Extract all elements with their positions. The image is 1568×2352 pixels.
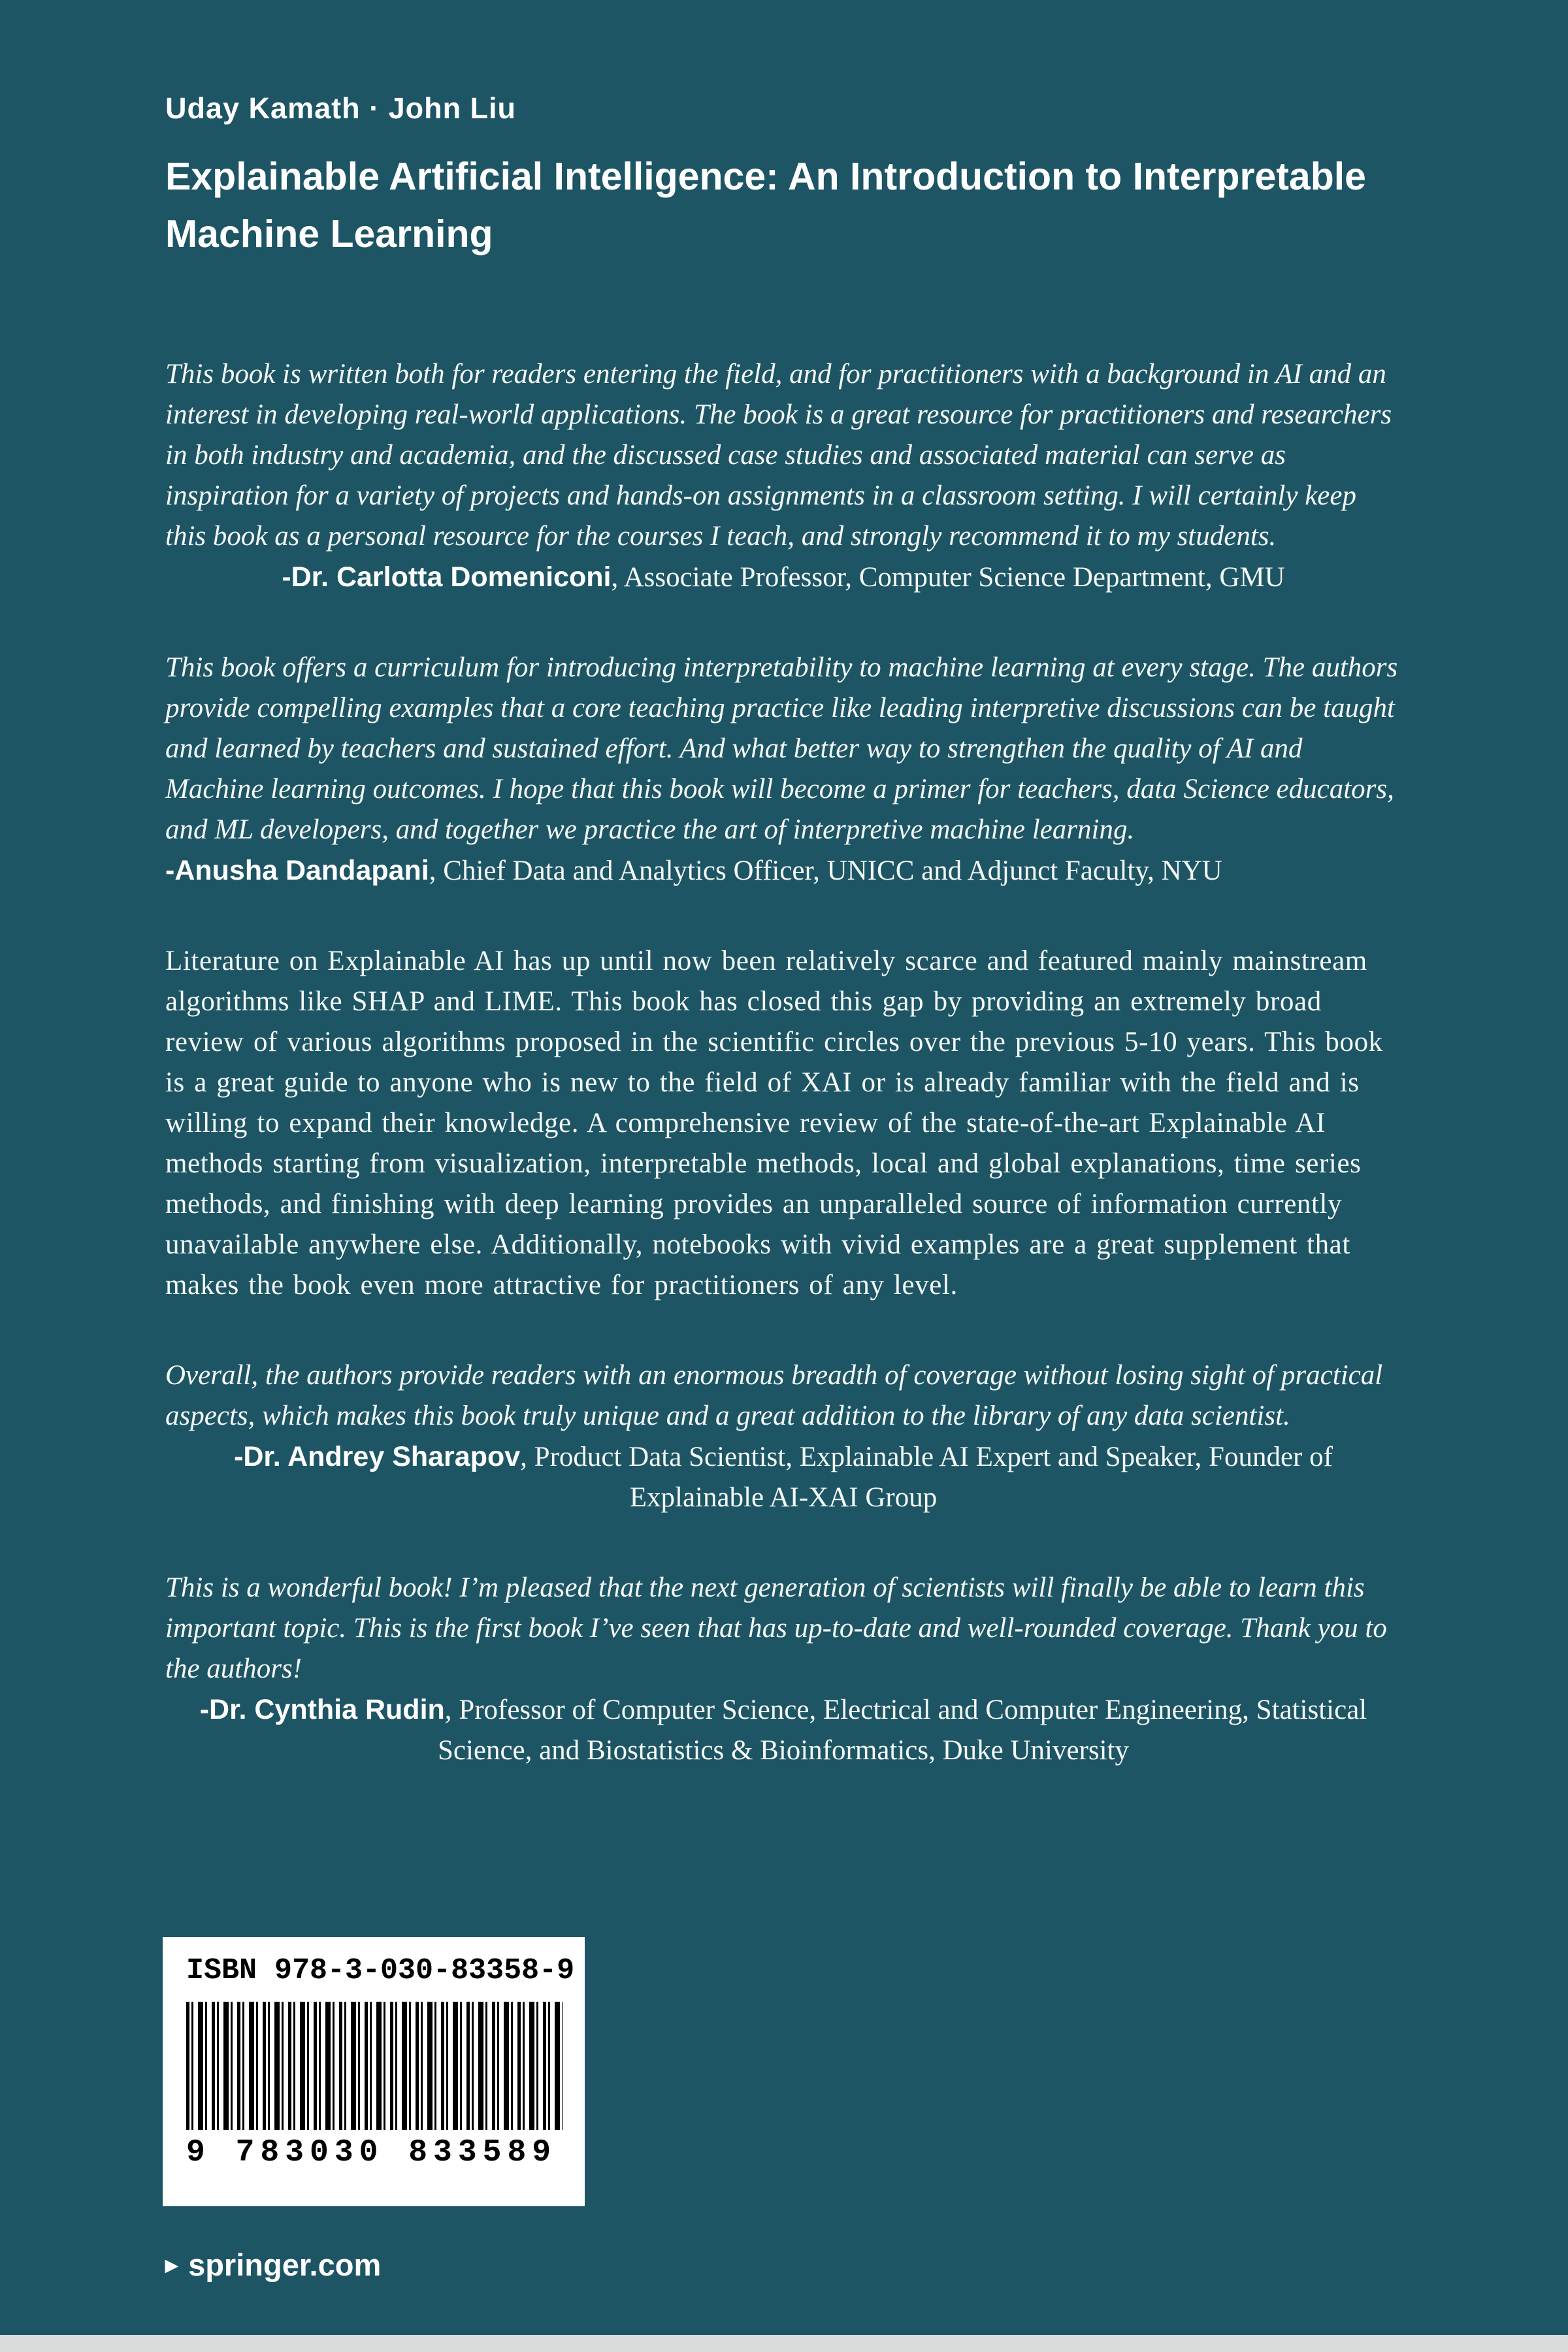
quote-dandapani [165,648,1401,891]
attribution-name: -Dr. Andrey Sharapov [234,1441,521,1472]
quote-domeniconi [165,354,1401,598]
quote-attribution [165,850,1401,891]
page-bottom-edge [0,2335,1568,2352]
attribution-role: , Professor of Computer Science, Electrical and Computer Engineering, Statistical Science, and Biostatistics & Bioinformatics, Duke University [437,1695,1367,1766]
quote-text: Overall, the authors provide readers with an enormous breadth of coverage without losing sight of practical aspects, which makes this book truly unique and a great addition to the library of any data scientist. [165,1360,1383,1431]
authors-line: Uday Kamath · John Liu [165,91,517,125]
publisher-url: springer.com [188,2247,382,2282]
publisher-arrow-icon: ▸ [165,2251,178,2279]
quote-review-unattributed [165,941,1401,1306]
attribution-name: -Anusha Dandapani [165,855,429,886]
quote-text: This book is written both for readers entering the field, and for practitioners with a background in AI and an interest in developing real-world applications. The book is a great resource for practitioners and researchers in both industry and academia, and the discussed case studies and associated material can serve as inspiration for a variety of projects and hands-on assignments in a classroom setting. I will certainly keep this book as a personal resource for the courses I teach, and strongly recommend it to my students. [165,359,1392,552]
quote-attribution [165,557,1401,598]
quote-text: Literature on Explainable AI has up until now been relatively scarce and featured mainly mainstream algorithms like SHAP and LIME. This book has closed this gap by providing an extremely broad review of various algorithms proposed in the scientific circles over the previous 5-10 years. This book is a great guide to anyone who is new to the field of XAI or is already familiar with the field and is willing to expand their knowledge. A comprehensive review of the state-of-the-art Explainable AI methods starting from visualization, interpretable methods, local and global explanations, time series methods, and finishing with deep learning provides an unparalleled source of information currently unavailable anywhere else. Additionally, notebooks with vivid examples are a great supplement that makes the book even more attractive for practitioners of any level. [165,946,1383,1300]
barcode-digits: 9 783030 833589 [186,2135,557,2170]
attribution-name: -Dr. Carlotta Domeniconi [282,561,612,593]
isbn-number: ISBN 978-3-030-83358-9 [186,1954,575,1987]
isbn-barcode-block [163,1937,585,2206]
quote-attribution [165,1689,1401,1771]
quote-text: This book offers a curriculum for introducing interpretability to machine learning at every stage. The authors provide compelling examples that a core teaching practice like leading interpretive discussions can be taught and learned by teachers and sustained effort. And what better way to strengthen the quality of AI and Machine learning outcomes. I hope that this book will become a primer for teachers, data Science educators, and ML developers, and together we practice the art of interpretive machine learning. [165,652,1398,845]
attribution-name: -Dr. Cynthia Rudin [199,1694,445,1725]
publisher-line [165,2247,381,2283]
attribution-role: , Associate Professor, Computer Science Department, GMU [611,562,1285,593]
cover-text-content [165,91,1401,1771]
attribution-role: , Chief Data and Analytics Officer, UNICC and Adjunct Faculty, NYU [429,855,1222,886]
quote-rudin [165,1568,1401,1771]
quote-attribution [165,1436,1401,1518]
attribution-role: , Product Data Scientist, Explainable AI Expert and Speaker, Founder of Explainable AI-XAI Group [520,1442,1333,1513]
barcode-image [186,2002,563,2130]
book-title: Explainable Artificial Intelligence: An Introduction to Interpretable Machine Learning [165,155,1366,256]
quote-text: This is a wonderful book! I’m pleased that the next generation of scientists will finally be able to learn this important topic. This is the first book I’ve seen that has up-to-date and well-rounded coverage. Thank you to the authors! [165,1572,1387,1684]
quote-sharapov [165,1355,1401,1518]
